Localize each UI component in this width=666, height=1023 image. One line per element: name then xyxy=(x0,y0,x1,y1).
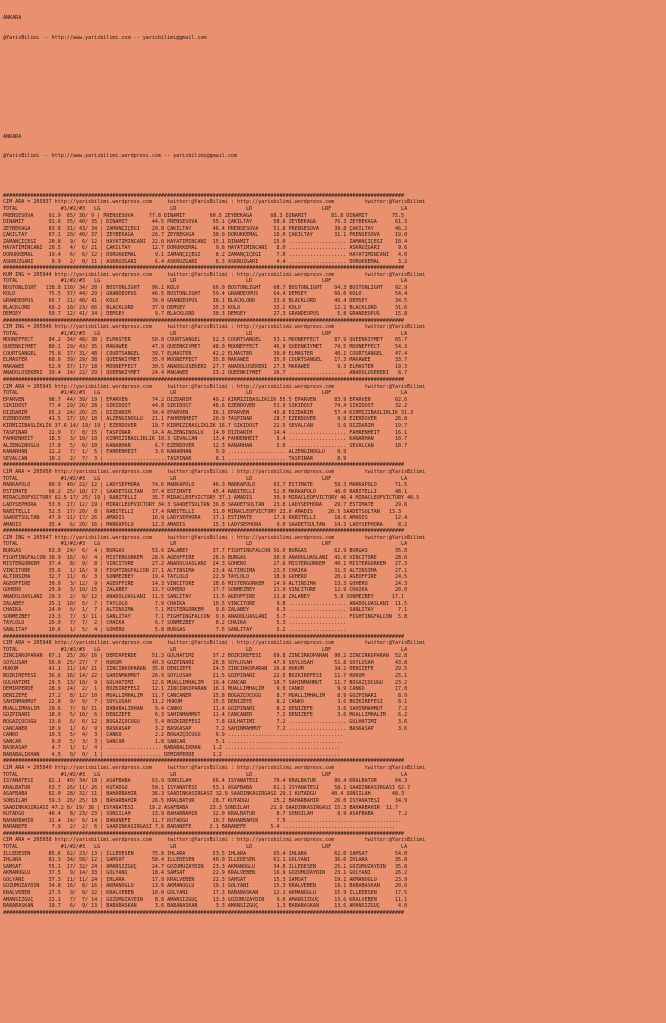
race-row: ESTIMATE 68.2 25/ 18/ 17 | SAADETSULTAN 37.4 ESTIMATE 45.4 RABITELLI 52.0 MARKAPOLO 48.0 RABITELLI 48.1 xyxy=(3,488,408,495)
race-row: HAYATIMINCANI 20.5 4/ 6/ 21 | ÇAKILTAY 12.7 DORUKKEMAL 9.6 HAYATIMINCANI 8.0 ................... ASKRÜZGARI 9.6 xyxy=(3,245,408,252)
race-row: BABABALIKHAN 4.5 0/ 0/ 1 | .................. DEMIRPERDE 1.2 ...................................... xyxy=(3,751,341,758)
race-header: CIM ING = 205946 http://yarisbilimi.wordpress.com twitter:@YarisBilimi : http://yarisbilimi.wordpress.com twitter:@YarisBilimi xyxy=(3,324,426,331)
race-header: CIM ARA = 205945 http://yarisbilimi.wordpress.com twitter:@YarisBilimi : http://yarisbilimi.wordpress.com twitter:@YarisBilimi xyxy=(3,383,426,390)
race-list xyxy=(3,193,666,917)
race-row: MISTERGÖRKEM 37.4 8/ 9/ 8 | VINCITORE 27.2 ANADOLUASLANI 24.3 GOHERO 27.6 MISTERGÖRKEM 40.1 MISTERGÖRKEM 27.3 xyxy=(3,561,408,568)
race-row: AMADIS 35.4 6/ 20/ 16 | MARKAPOLO 12.3 AMADIS 15.3 LADYSEPHORA 9.0 SAADETSULTAN 14.3 LADYSEPHORA 8.2 xyxy=(3,521,408,528)
separator-line: #################################################################################################################################### xyxy=(3,528,405,535)
race-row: ASAFBABA 62.0 28/ 32/ 11 | BAHARBAHIR 36.3 SAADINKASIRGASI 32.9 SAADINKASIRGASI 29.1 KUTADGU 40.4 SONSILAH 48.3 xyxy=(3,791,405,798)
race-row: ISYANATESI 82.1 40/ 34/ 18 | ASAFBABA 63.9 SONSILAH 66.4 ISYANATESI 70.4 KRALBATUR 80.4 KRALBATUR 64.3 xyxy=(3,778,408,785)
column-header: TOTAL #1/#2/#3 LG LR LD LRF LA xyxy=(3,475,408,482)
race-row: FAHRENHEIT 18.5 3/ 10/ 10 | KIRMIZIBASLIKLIK 10.3 SEVALCAN 13.4 FAHRENHEIT 5.4 ................... KANARHAN 10.7 xyxy=(3,436,408,443)
race-header: KUM ING = 205944 http://yarisbilimi.wordpress.com twitter:@YarisBilimi : http://yarisbilimi.wordpress.com twitter:@YarisBilimi xyxy=(3,271,426,278)
race-block xyxy=(3,837,666,909)
race-block xyxy=(3,765,666,831)
race-row: KOLO 75.5 37/ 44/ 29 | GRANDEOPUS 46.5 BOSTONLIGHT 59.4 GRANDEOPUS 64.4 DEMSEY 66.0 KOLO 54.4 xyxy=(3,291,408,298)
race-row: ALZENGINOGLU 17.8 5/ 6/ 10 | KANARHAN 6.7 EZERDÖVER 12.3 KANARHAN 5.0 ................... SEVALCAN 10.7 xyxy=(3,442,408,449)
race-row: ILLEDESEN 85.6 62/ 23/ 13 | ILLEDESEN 75.8 IHLARA 53.5 IHLARA 65.4 IHLARA 62.0 SAMSAT 54.0 xyxy=(3,850,408,857)
race-row: KRALVEBEN 27.5 9/ 9/ 22 | KRALVEBEN 10.0 GÖLYANI 17.3 BABABASKAN 12.1 AKMANOGLU 15.9 ILLEDESEN 17.5 xyxy=(3,890,408,897)
race-row: ALTINSIMA 32.7 11/ 8/ 3 | SÖNMEZBEY 19.4 TAYLOLO 22.9 TAYLOLO 18.9 GOHERO 20.1 AGEOFFIRE 24.5 xyxy=(3,574,408,581)
race-row: BARANEFE 7.9 2/ 2/ 6 | SAADINKASIRGASI 7.6 BARANEFE 2.1 BARANEFE 5.4 ..................................... xyxy=(3,824,395,831)
race-row: PRENSESOVA 91.9 65/ 30/ 9 | PRENSESOVA 77.8 DINAMIT 60.5 ZEYBEKAGA 68.3 DINAMIT 81.8 DINAMIT 75.5 xyxy=(3,212,405,219)
race-block xyxy=(3,384,666,463)
race-row: ZEYBEKAGA 83.8 31/ 43/ 34 | ZAMANÇIÇEGI 29.8 ÇAKILTAY 46.4 PRENSESOVA 51.8 PRENSESOVA 39.8 ÇAKILTAY 46.2 xyxy=(3,225,408,232)
race-row: CHAIKA 24.0 6/ 1/ 7 | ALTINSIMA 7.1 MISTERGÖRKEM 9.6 ZALABEY 6.3 ................... SANLITAY 7.1 xyxy=(3,607,408,614)
race-row: GÖLYANI 37.3 11/ 11/ 24 | IHLARA 17.9 KRALVEBEN 22.3 SAMSAT 15.3 SAMSAT 19.1 AKMANOGLU 23.9 xyxy=(3,876,408,883)
race-row: BURGAS 63.8 24/ 6/ 4 | BURGAS 53.6 ZALABEY 37.7 FIGHTINGFALCON 56.0 BURGAS 62.9 BURGAS 35.8 xyxy=(3,547,408,554)
race-row: ANADOLUASLANI 29.3 2/ 9/ 12 | ANADOLUASLANI 11.5 SANLITAY 11.5 AGEOFFIRE 11.8 ZALABEY 5.8 SÖNMEZBEY 17.1 xyxy=(3,594,405,601)
race-row: TAYLOLO 20.0 7/ 7/ 2 | CHAIKA 6.7 SÖNMEZBEY 8.2 CHAIKA 5.3 ................... xyxy=(3,620,347,627)
column-header: TOTAL #1/#2/#3 LG LR LD LRF LA xyxy=(3,844,408,850)
race-row: CANCANER 10.9 1/ 6/ 9 | BASKASAP 3.2 BASKASAP 7.2 SAHINMAHMUT 7.2 ................... BASKASAP 3.6 xyxy=(3,725,408,732)
separator-line: #################################################################################################################################### xyxy=(3,909,405,916)
race-row: SANCAR 9.0 5/ 3/ 3 | SANCAR 1.8 SANCAR 5.1 ...................................... xyxy=(3,738,344,745)
separator-line: #################################################################################################################################### xyxy=(3,376,405,383)
race-row: BASKASAP 4.7 1/ 1/ 4 | .................. BABABALIKHAN 1.2 ...................................... xyxy=(3,745,341,752)
separator-line: #################################################################################################################################### xyxy=(3,758,405,765)
race-row: SOYLUSAH 56.0 25/ 27/ 7 | HÜKÜM 40.3 GÖZPINARI 26.8 SOYLUSAH 47.9 SOYLUSAH 51.8 SOYLUSAH 43.8 xyxy=(3,659,408,666)
race-row: ANADOLUSEKERI 39.4 14/ 22/ 29 | QUEENKIYMET 24.4 MAKAWEE 23.2 QUEENKIYMET 26.7 ................... ANADOLUSEKERI 8.7 xyxy=(3,370,408,377)
race-block xyxy=(3,324,666,377)
race-row: EZERDÖVER 41.5 17/ 16/ 18 | ALZENGINOGLU 21.1 FAHRENHEIT 20.9 TASPINAR 28.7 EZERDÖVER 9.9 EZERDÖVER 26.8 xyxy=(3,416,408,423)
race-row: CANKO 10.3 5/ 4/ 3 | CANKO 2.2 BOGAZÇOCUGU 6.9 ...................................... xyxy=(3,732,344,739)
separator-line: #################################################################################################################################### xyxy=(3,265,405,272)
race-row: MUALLIMHALIM 20.6 7/ 8/ 11 | BABABALIKHAN 9.4 CANKO 11.4 GÖZPINARI 8.2 DENIZEFE 3.6 SAHINMAHMUT 7.2 xyxy=(3,705,408,712)
header-city: ANKARA xyxy=(3,133,22,140)
race-row: VINCITORE 35.6 1/ 16/ 9 | FIGHTINGFALCON 27.1 ALTINSIMA 23.4 ALTINSIMA 23.5 CHAIKA 31.5 ALTINSIMA 27.1 xyxy=(3,567,408,574)
race-block xyxy=(3,469,666,528)
race-row: LADYSEPHORA 53.6 17/ 12/ 19 | MIRACLEOFVICTORY 34.3 SAADETSULTAN 36.8 SAADETSULTAN 23.8 LADYSEPHORA 29.7 ESTIMATE 29.6 xyxy=(3,501,408,508)
race-row: GRANDEOPUS 66.7 21/ 48/ 41 | KOLO 39.0 GRANDEOPUS 38.1 BLACKLORD 33.6 BLACKLORD 40.4 DEMSEY 34.5 xyxy=(3,298,408,305)
race-row: KIRMIZIBASLIKLIK 37.6 14/ 19/ 19 | EZERDÖVER 19.7 KIRMIZIBASLIKLIK 16.7 SIKIDOST 22.5 SEVALCAN 3.6 DIZDARIM 19.7 xyxy=(3,423,408,429)
race-row: MAKAWEE 52.9 37/ 17/ 18 | MOONEFFECT 30.5 ANADOLUSEKERI 27.7 ANADOLUSEKERI 27.5 MAKAWEE 9.3 ELMASTER 19.3 xyxy=(3,363,408,370)
race-row: KRALBATUR 63.7 26/ 11/ 26 | KUTADGU 50.1 ISYANATESI 53.1 ASAFBABA 61.1 ISYANATESI 58.1 SAADINKASIRGASI 62.7 xyxy=(3,784,411,791)
race-row: AMANSIZGÜÇ 22.1 7/ 7/ 14 | GÖZÜMÜZAYDIN 8.8 AMANSIZGÜÇ 13.3 GÖZÜMÜZAYDIN 9.6 AMANSIZGÜÇ 13.6 KRALVEBEN 11.1 xyxy=(3,896,408,903)
race-block xyxy=(3,199,666,265)
race-row: BOGAZÇOCUGU 13.8 6/ 6/ 12 | BOGAZÇOCUGU 5.4 BOZKIREFESI 7.8 GÜLHATIMI 7.2 ................... GÜLHATIMI 3.6 xyxy=(3,719,408,726)
race-header: CIM ARA = 205948 http://yarisbilimi.wordpress.com twitter:@YarisBilimi : http://yarisbilimi.wordpress.com twitter:@YarisBilimi xyxy=(3,640,426,647)
race-row: SAADINKASIRGASI 47.2 8/ 19/ 36 | ISYANATESI 19.2 ASAFBABA 23.3 SONSILAH 21.9 SAADINKASIRGASI 15.3 BAHARBAHIR 11.7 xyxy=(3,804,399,811)
race-row: SÖNMEZBEY 23.3 7/ 3/ 11 | SANLITAY 7.1 FIGHTINGFALCON 9.6 ANADOLUASLANI 5.7 ................... FIGHTINGFALCON 5.8 xyxy=(3,613,408,620)
race-row: SAHINMAHMUT 22.8 9/ 9/ 7 | SOYLUSAH 11.2 HÜKÜM 15.5 DENIZEFE 8.2 CANKO 3.6 BOZKIREFESI 8.1 xyxy=(3,699,408,706)
race-row: HÜKÜM 41.1 11/ 14/ 21 | ZINCIRKOPARAN 35.8 DENIZEFE 24.5 ZINCIRKOPARAN 26.8 HÜKÜM 34.2 DENIZEFE 29.5 xyxy=(3,666,408,673)
race-row: ZALABEY 25.1 10/ 5/ 7 | TAYLOLO 7.9 CHAIKA 10.5 VINCITORE 9.8 ................... ANADOLUASLANI 11.5 xyxy=(3,600,408,607)
race-block xyxy=(3,640,666,758)
race-row: GÜLHATIMI 29.5 13/ 10/ 9 | GÜLHATIMI 12.6 MUALLIMHALIM 19.4 CANCAR 10.7 SAHINMAHMUT 11.7 BOGAZÇOCUGU 23.2 xyxy=(3,679,408,686)
column-header: TOTAL #1/#2/#3 LG LR LD LRF LA xyxy=(3,330,408,337)
race-row: ÇAKILTAY 67.1 20/ 40/ 37 | ZEYBEKAGA 26.7 ZEYBEKAGA 30.0 DORUKKEMAL 16.0 ÇAKILTAY 31.1 PRENSESOVA 19.0 xyxy=(3,232,408,239)
separator-line: #################################################################################################################################### xyxy=(3,317,405,324)
blank-line xyxy=(3,74,666,81)
race-row: KANARHAN 12.2 7/ 1/ 5 | FAHRENHEIT 3.6 KANARHAN 9.9 ................... ALZENGINOGLU 9.9 xyxy=(3,449,347,456)
race-header: CIM ARA = 205950 http://yarisbilimi.wordpress.com twitter:@YarisBilimi : http://yarisbilimi.wordpress.com twitter:@YarisBilimi xyxy=(3,469,426,476)
race-row: ASKRÜZGARI 9.9 2/ 0/ 11 | ASKRÜZGARI 6.4 ASKRÜZGARI 6.3 ASKRÜZGARI 4.4 ................... DORUKKEMAL 3.2 xyxy=(3,258,408,265)
blank-line xyxy=(3,114,666,121)
header-contact: @YarisBilimi -- http://www.yarisbilimi.com -- yarisbilimi@gmail.com xyxy=(3,34,207,41)
separator-line: #################################################################################################################################### xyxy=(3,633,405,640)
race-row: MOONEFFECT 84.2 34/ 48/ 38 | ELMASTER 50.8 COURTSANGEL 52.3 COURTSANGEL 53.1 MOONEFFECT 87.9 QUEENKIYMET 65.7 xyxy=(3,337,408,344)
column-header: TOTAL #1/#2/#3 LG LR LD LRF LA xyxy=(3,771,408,778)
race-row: GÖZPINARI 18.0 5/ 10/ 6 | DENIZEFE 6.3 SAHINMAHMUT 11.4 CANCANER 7.2 DENIZEFE 3.6 MUALLIMHALIM 6.2 xyxy=(3,712,408,719)
race-header: CIM ARA = 205937 http://yarisbilimi.wordpress.com twitter:@YarisBilimi : http://yarisbilimi.wordpress.com twitter:@YarisBilimi xyxy=(3,199,426,206)
separator-line: #################################################################################################################################### xyxy=(3,830,405,837)
race-row: DINAMIT 91.6 35/ 40/ 35 | DINAMIT 44.5 PRENSESOVA 55.1 ÇAKILTAY 58.6 ZEYBEKAGA 76.3 ZEYBEKAGA 61.3 xyxy=(3,219,408,226)
race-row: DEMIRPERDE 28.9 24/ 2/ 1 | BOZKIREFESI 12.1 ZINCIRKOPARAN 16.1 MUALLIMHALIM 9.0 CANKO 9.9 CANKO 17.0 xyxy=(3,686,408,693)
separator-line: #################################################################################################################################### xyxy=(3,462,405,469)
race-row: SONSILAH 59.3 26/ 25/ 18 | BAHARBAHIR 26.5 KRALBATUR 28.7 KUTADGU 25.2 BAHARBAHIR 26.0 ISYANATESI 34.9 xyxy=(3,797,408,804)
header-contact: @YarisBilimi -- http://www.yarisbilimi.wordpress.com -- yarisbilimi@gmail.com xyxy=(3,153,237,160)
race-row: COURTSANGEL 75.8 37/ 31/ 48 | COURTSANGEL 39.7 ELMASTER 42.2 ELMASTER 39.0 ELMASTER 40.1 COURTSANGEL 47.4 xyxy=(3,350,408,357)
race-row: SEVALCAN 10.2 2/ 7/ 3 | ....................TASPINAR 8.1 ................... TASPINAR 8.9 xyxy=(3,455,347,462)
race-row: FIGHTINGFALCON 38.9 16/ 6/ 4 | MISTERGÖRKEM 28.6 AGEOFFIRE 28.6 BURGAS 30.9 ANADOLUASLANI 41.6 VINCITORE 28.6 xyxy=(3,554,408,561)
race-row: DORUKKEMAL 19.4 6/ 6/ 12 | DORUKKEMAL 9.1 ZAMANÇIÇEGI 8.2 ZAMANÇIÇEGI 7.0 ................... HAYATIMINCANI 4.0 xyxy=(3,251,408,258)
blank-line xyxy=(3,55,666,62)
race-row: BOZKIREFESI 36.6 16/ 14/ 22 | SAHINMAHMUT 26.9 SOYLUSAH 21.5 GÖZPINARI 22.5 BOZKIREFESI 11.7 HÜKÜM 25.1 xyxy=(3,672,408,679)
race-row: ELMASTER 68.6 39/ 29/ 38 | QUEENKIYMET 35.9 MOONEFFECT 35.8 MAKAWEE 35.9 COURTSANGEL 17.3 MAKAWEE 33.7 xyxy=(3,357,408,364)
race-row: IHLARA 81.3 34/ 58/ 12 | SAMSAT 58.4 ILLEDESEN 40.0 ILLEDESEN 61.1 GÖLYANI 36.6 IHLARA 35.8 xyxy=(3,857,408,864)
race-row: ZINCIRKOPARAN 67.1 25/ 26/ 16 | DEMIRPERDE 51.3 GÜLHATIMI 37.2 BOZKIREFESI 69.8 ZINCIRKOPARAN 90.2 ZINCIRKOPARAN 52.8 xyxy=(3,653,408,660)
separator-line: #################################################################################################################################### xyxy=(3,192,405,199)
race-row: DIZDARIM 65.2 24/ 20/ 25 | DIZDARIM 34.4 EPARVEN 36.1 EPARVEN 45.8 DIZDARIM 57.4 KIRMIZIBASLIKLIK 31.3 xyxy=(3,409,414,416)
race-row: GOHERO 29.9 3/ 10/ 15 | ZALABEY 13.7 GOHERO 17.7 SÖNMEZBEY 11.9 VINCITORE 12.9 CHAIKA 20.0 xyxy=(3,587,408,594)
blank-line xyxy=(3,94,666,101)
race-row: EPARVEN 98.7 44/ 39/ 19 | EPARVEN 74.2 DIZDARIM 49.2 KIRMIZIBASLIKLIK 55.5 EPARVEN 83.9 EPARVEN 62.6 xyxy=(3,396,408,403)
column-header: TOTAL #1/#2/#3 LG LR LD LRF LA xyxy=(3,205,408,212)
race-header: CIM ARA = 205949 http://yarisbilimi.wordpress.com twitter:@YarisBilimi : http://yarisbilimi.wordpress.com twitter:@YarisBilimi xyxy=(3,765,426,772)
header-city: ANKARA xyxy=(3,15,22,22)
race-row: SIKIDOST 77.4 29/ 26/ 28 | SIKIDOST 44.8 SIKIDOST 48.6 EZERDÖVER 51.9 SIKIDOST 74.4 SIKIDOST 32.2 xyxy=(3,403,408,410)
race-row: ZAMANÇIÇEGI 20.8 9/ 6/ 12 | HAYATIMINCANI 22.0 HAYATIMINCANI 15.1 DINAMIT 15.0 ................... ZAMANÇIÇEGI 10.4 xyxy=(3,238,408,245)
race-row: BABABASKAN 19.7 6/ 9/ 13 | BABABASKAN 3.6 BABABASKAN 3.3 AMANSIZGÜÇ 1.3 BABABASKAN 13.6 AMANSIZGÜÇ 4.0 xyxy=(3,903,408,910)
race-row: RABITELLI 52.5 17/ 20/ 8 | RABITELLI 17.4 RABITELLI 31.0 MIRACLEOFVICTORY 23.0 AMADIS 20.5 SAADETSULTAN 13.3 xyxy=(3,508,402,515)
column-header: TOTAL #1/#2/#3 LG LR LD LRF LA xyxy=(3,278,408,285)
column-header: TOTAL #1/#2/#3 LG LR LD LRF LA xyxy=(3,646,408,653)
race-row: AGEOFFIRE 30.0 3/ 12/ 9 | AGEOFFIRE 14.3 VINCITORE 18.6 MISTERGÖRKEM 14.9 ALTINSIMA 13.3 GOHERO 24.3 xyxy=(3,580,408,587)
race-row: BOSTONLIGHT 138.8 110/ 34/ 20 | BOSTONLIGHT 96.1 KOLO 66.0 BOSTONLIGHT 68.7 BOSTONLIGHT 94.3 BOSTONLIGHT 92.9 xyxy=(3,284,408,291)
race-row: DEMSEY 59.7 12/ 41/ 34 | DEMSEY 9.7 BLACKLORD 30.3 DEMSEY 27.3 GRANDEOPUS 5.8 GRANDEOPUS 15.8 xyxy=(3,311,408,318)
race-row: BAHARBAHIR 32.4 14/ 6/ 14 | BARANEFE 11.7 KUTADGU 10.7 BAHARBAHIR 7.5 ..................................... xyxy=(3,817,402,824)
race-header: CIM ARA = 205938 http://yarisbilimi.wordpress.com twitter:@YarisBilimi : http://yarisbilimi.wordpress.com twitter:@YarisBilimi xyxy=(3,837,426,844)
column-header: TOTAL #1/#2/#3 LG LR LD LRF LA xyxy=(3,390,408,397)
race-row: KUTADGU 46.4 8/ 23/ 23 | SONSILAH 13.9 BAHARBAHIR 12.0 KRALBATUR 8.7 SONSILAH 8.9 ASAFBABA 7.2 xyxy=(3,811,408,818)
race-row: SAADETSULTAN 47.9 11/ 17/ 26 | AMADIS 16.9 LADYSEPHORA 17.1 ESTIMATE 17.6 RABITELLI 18.6 AMADIS 12.4 xyxy=(3,515,408,522)
race-block xyxy=(3,272,666,318)
blank-line xyxy=(3,173,666,180)
race-row: DENIZEFE 27.2 8/ 12/ 10 | MUALLIMHALIM 11.7 CANCANER 15.8 BOGAZÇOCUGU 8.7 MUALLIMHALIM 8.9 GÖZPINARI 8.9 xyxy=(3,692,408,699)
race-row: AKMANOGLU 37.5 9/ 14/ 33 | GÖLYANI 18.4 SAMSAT 22.9 KRALVEBEN 16.9 GÖZÜMÜZAYDIN 23.1 GÖLYANI 26.2 xyxy=(3,870,408,877)
race-row: TASPINAR 22.0 7/ 8/ 15 | TASPINAR 14.4 ALZENGINOGLU 14.0 DIZDARIM 14.4 ................... FAHRENHEIT 16.1 xyxy=(3,429,408,436)
race-row: BLACKLORD 60.2 10/ 23/ 66 | BLACKLORD 37.9 DEMSEY 35.3 KOLO 33.2 KOLO 12.2 BLACKLORD 31.6 xyxy=(3,304,408,311)
column-header: TOTAL #1/#2/#3 LG LR LD LRF LA xyxy=(3,541,408,548)
race-row: SANLITAY 10.6 1/ 5/ 4 | GOHERO 5.8 BURGAS 7.6 SANLITAY 5.2 ................... xyxy=(3,626,347,633)
race-row: GÖZÜMÜZAYDIN 34.8 16/ 8/ 16 | AKMANOGLU 13.6 AKMANOGLU 19.1 GÖLYANI 15.3 KRALVEBEN 19.1 BABABASKAN 20.0 xyxy=(3,883,408,890)
race-row: MARKAPOLO 80.9 40/ 22/ 12 | LADYSEPHORA 74.6 MARKAPOLO 46.3 MARKAPOLO 63.7 ESTIMATE 59.3 MARKAPOLO 71.5 xyxy=(3,482,408,489)
race-block xyxy=(3,535,666,634)
race-row: MIRACLEOFVICTORY 62.5 17/ 25/ 19 | RABITELLI 35.7 MIRACLEOFVICTORY 37.1 AMADIS 39.9 MIRACLEOFVICTORY 46.4 MIRACLEOFVICTORY 40.5 xyxy=(3,495,420,502)
race-row: SAMSAT 55.1 17/ 32/ 24 | AMANSIZGÜÇ 24.7 GÖZÜMÜZAYDIN 23.3 AKMANOGLU 34.8 ILLEDESEN 25.1 GÖZÜMÜZAYDIN 35.8 xyxy=(3,863,408,870)
race-row: QUEENKIYMET 80.1 29/ 43/ 35 | MAKAWEE 47.9 QUEENKIYMET 48.0 MOONEFFECT 46.9 QUEENKIYMET 74.5 MOONEFFECT 54.3 xyxy=(3,344,408,351)
race-header: CIM ING = 205947 http://yarisbilimi.wordpress.com twitter:@YarisBilimi : http://yarisbilimi.wordpress.com twitter:@YarisBilimi xyxy=(3,534,426,541)
